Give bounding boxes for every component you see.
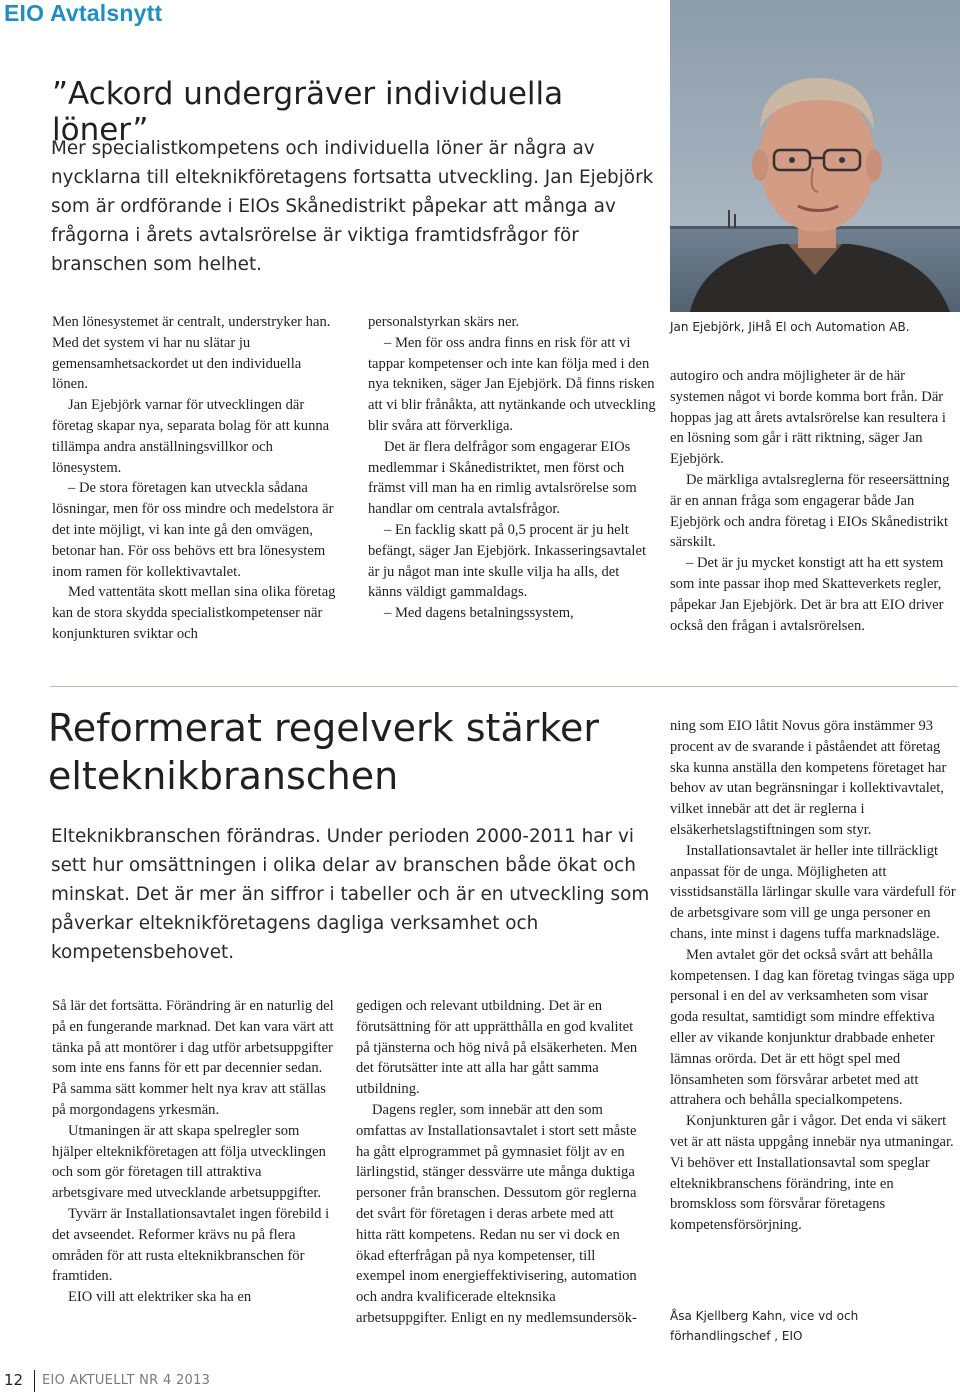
article2-column-1 <box>52 996 334 1308</box>
publication-name: EIO AKTUELLT NR 4 2013 <box>42 1373 211 1388</box>
article1-lead: Mer specialistkompetens och individuella löner är några av nycklarna till elteknikföretagens fortsatta utveckling. Jan Ejebjörk som är ordförande i EIOs Skånedistrikt påpekar att många av frågorna i årets avtalsrörelse är viktiga framtidsfrågor för branschen som helhet. <box>51 138 654 275</box>
paragraph: Så lär det fortsätta. Förändring är en naturlig del på en fungerande marknad. Det kan vara värt att tänka på att montörer i dag utför arbetsuppgifter som inte ens fanns för ett par decennier sedan. På samma sätt kommer helt nya krav att ställas på morgondagens yrkesmän. <box>52 998 334 1118</box>
portrait-photo <box>670 0 960 312</box>
portrait-illustration <box>670 0 960 312</box>
article2-title: Reformerat regelverk stärker elteknikbranschen <box>48 706 599 798</box>
footer-separator <box>34 1370 35 1392</box>
paragraph: Tyvärr är Installationsavtalet ingen förebild i det avseendet. Reformer krävs nu på flera områden för att rusta elteknikbranschen för framtiden. <box>52 1205 330 1285</box>
paragraph: De märkliga avtalsreglerna för reseersättning är en annan fråga som engagerar både Jan Ejebjörk och andra företag i EIOs Skånedistrikt särskilt. <box>670 471 950 551</box>
article2-column-3 <box>670 716 958 1236</box>
paragraph: Det är flera delfrågor som engagerar EIOs medlemmar i Skånedistriktet, men först och främst vill man ha en rimlig avtalsrörelse som handlar om centrala avtalsfrågor. <box>368 438 637 518</box>
article2-byline: Åsa Kjellberg Kahn, vice vd och förhandlingschef , EIO <box>670 1309 859 1343</box>
paragraph: Installationsavtalet är heller inte tillräckligt anpassat för de unga. Möjligheten att visstidsanställa lärlingar skulle vara värdefull för de arbetsgivare som vill ge unga personer en chans, inte minst i dagens tuffa marknadsläge. <box>670 842 956 942</box>
paragraph: Men avtalet gör det också svårt att behålla kompetensen. I dag kan företag tvingas säga upp personal i en del av verksamheten som visar goda resultat, samtidigt som mindre effektiva eller av vikande konjunktur drabbade enheter lämnas orörda. Det är ett högt spel med lönsamheten som försvårar arbetet med att attrahera och behålla specialkompetens. <box>670 946 955 1109</box>
article1-column-1 <box>52 312 340 645</box>
paragraph: – En facklig skatt på 0,5 procent är ju helt befängt, säger Jan Ejebjörk. Inkasseringsavtalet är ju något man inte skulle vilja ha alls, det känns väldigt gammaldags. <box>368 521 646 601</box>
section-divider <box>50 686 958 687</box>
article2-lead: Elteknikbranschen förändras. Under perioden 2000-2011 har vi sett hur omsättningen i olika delar av branschen både ökat och minskat. Det är mer än siffror i tabeller och är en utveckling som påverkar elteknikföretagens dagliga verksamhet och kompetensbehovet. <box>51 826 650 963</box>
paragraph: – Men för oss andra finns en risk för att vi tappar kompetenser och inte kan följa med i den nya tekniken, säger Jan Ejebjörk. Då finns risken att vi blir frånåkta, att nytänkande och utveckling blir svåra att förverkliga. <box>368 334 656 434</box>
article1-column-3 <box>670 366 956 636</box>
paragraph: Jan Ejebjörk varnar för utvecklingen där företag skapar nya, separata bolag för att kunna tillämpa andra anställningsvillkor och lönesystem. <box>52 397 330 476</box>
paragraph: EIO vill att elektriker ska ha en <box>68 1289 252 1306</box>
paragraph: Konjunkturen går i vågor. Det enda vi säkert vet är att nästa uppgång innebär nya utmaningar. Vi behöver ett Installationsavtal som speglar elteknikbranschens förändring, inte en bromskloss som försvårar företagens kompetensförsörjning. <box>670 1113 954 1234</box>
paragraph: Men lönesystemet är centralt, understryker han. Med det system vi har nu slätar ju gemensamhetsackordet ut den individuella lönen. <box>52 314 331 393</box>
paragraph: – Med dagens betalningssystem, <box>384 605 574 622</box>
photo-caption: Jan Ejebjörk, JiHå El och Automation AB. <box>670 320 910 334</box>
paragraph: gedigen och relevant utbildning. Det är en förutsättning för att upprätthålla en god kvalitet på tjänsterna och hög nivå på elsäkerheten. Men det förutsätter inte att alla har gått samma utbildning. <box>356 998 638 1098</box>
section-tag: EIO Avtalsnytt <box>4 0 163 26</box>
article1-column-2 <box>368 312 656 624</box>
paragraph: – Det är ju mycket konstigt att ha ett system som inte passar ihop med Skatteverkets regler, påpekar Jan Ejebjörk. Det är bra att EIO driver också den frågan i avtalsrörelsen. <box>670 555 944 634</box>
paragraph: Dagens regler, som innebär att den som omfattas av Installationsavtalet i stort sett måste ha gått elprogrammet på gymnasiet följt av en lärlingstid, stänger dessvärre ute många duktiga personer från branschen. Dessutom gör reglerna det svårt för företagen i deras arbete med att hitta rätt kompetens. Redan nu ser vi dock en ökad efterfrågan på nya kompetenser, till exempel inom energieffektivisering, automation och andra kvalificerade elteknsika arbetsuppgifter. Enligt en ny medlemsundersök- <box>356 1101 637 1326</box>
article2-column-2 <box>356 996 642 1329</box>
paragraph: autogiro och andra möjligheter är de här systemen något vi borde komma bort från. Där hoppas jag att årets avtalsrörelse kan resultera i en lösning som går i rätt riktning, säger Jan Ejebjörk. <box>670 368 946 468</box>
paragraph: personalstyrkan skärs ner. <box>368 314 520 330</box>
article1-title: ”Ackord undergräver individuella löner” <box>52 76 564 148</box>
paragraph: ning som EIO låtit Novus göra instämmer 93 procent av de svarande i påståendet att företag ska kunna anställa den kompetens företaget har behov av utan begränsningar i kollektivavtalet, vilket innebär att det är reglerna i elsäkerhetslagstiftningen som styr. <box>670 718 947 838</box>
page-number: 12 <box>4 1371 24 1389</box>
paragraph: Med vattentäta skott mellan sina olika företag kan de stora skydda specialistkompetenser när konjunkturen sviktar och <box>52 584 336 642</box>
paragraph: – De stora företagen kan utveckla sådana lösningar, men för oss mindre och medelstora är det inte möjligt, vi kan inte gå den omvägen, betonar han. För oss behövs ett bra lönesystem inom ramen för kollektivavtalet. <box>52 480 334 580</box>
paragraph: Utmaningen är att skapa spelregler som hjälper elteknikföretagen att följa utvecklingen och som gör företagen till attraktiva arbetsgivare med utvecklande arbetsuppgifter. <box>52 1122 326 1202</box>
